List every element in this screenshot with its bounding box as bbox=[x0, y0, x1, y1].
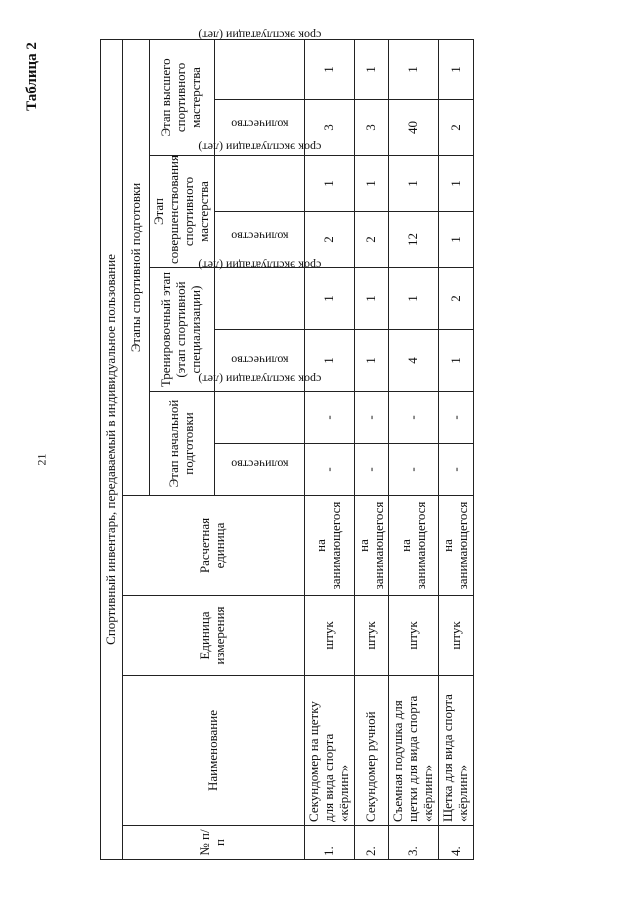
stage-header: Этап совершенствования спортивного мастерства bbox=[150, 156, 215, 268]
equipment-table bbox=[100, 28, 474, 860]
row-value: 1 bbox=[439, 212, 474, 268]
row-value: 2 bbox=[354, 212, 389, 268]
row-value: 1 bbox=[304, 156, 354, 212]
row-num: 1. bbox=[304, 826, 354, 860]
row-calc: на занимающегося bbox=[439, 496, 474, 596]
sub-term bbox=[198, 372, 322, 444]
header-name: Наименование bbox=[123, 676, 305, 826]
row-value: 1 bbox=[439, 156, 474, 212]
rotated-table-wrapper bbox=[100, 28, 480, 860]
sub-term bbox=[198, 140, 322, 212]
row-num: 2. bbox=[354, 826, 389, 860]
sub-qty-label: количество bbox=[231, 457, 289, 472]
sub-term-label: срок эксплуатации (лет) bbox=[198, 28, 322, 43]
row-value: 1 bbox=[439, 39, 474, 99]
row-unit: штук bbox=[354, 596, 389, 676]
row-value: 4 bbox=[389, 330, 439, 392]
row-value: 1 bbox=[354, 268, 389, 330]
sub-term-label: срок эксплуатации (лет) bbox=[198, 140, 322, 155]
row-unit: штук bbox=[389, 596, 439, 676]
table-row bbox=[354, 39, 389, 859]
page-number: 21 bbox=[34, 453, 49, 466]
row-value: 3 bbox=[354, 100, 389, 156]
row-value: - bbox=[354, 392, 389, 444]
row-value: 1 bbox=[389, 268, 439, 330]
sub-term bbox=[198, 258, 322, 330]
row-value: - bbox=[304, 392, 354, 444]
group-title: Спортивный инвентарь, передаваемый в индивидуальное пользование bbox=[101, 39, 123, 859]
stage-header: Тренировочный этап (этап спортивной специализации) bbox=[150, 268, 215, 392]
row-calc: на занимающегося bbox=[304, 496, 354, 596]
row-value: - bbox=[439, 444, 474, 496]
row-value: 1 bbox=[389, 39, 439, 99]
row-unit: штук bbox=[304, 596, 354, 676]
sub-term bbox=[198, 28, 322, 99]
row-value: 1 bbox=[439, 330, 474, 392]
table-row bbox=[389, 39, 439, 859]
table-caption: Таблица 2 bbox=[23, 42, 40, 111]
row-value: - bbox=[439, 392, 474, 444]
row-value: 2 bbox=[304, 212, 354, 268]
row-calc: на занимающегося bbox=[354, 496, 389, 596]
row-value: 3 bbox=[304, 100, 354, 156]
row-value: 1 bbox=[304, 330, 354, 392]
row-value: 1 bbox=[389, 156, 439, 212]
sub-qty bbox=[214, 444, 304, 496]
row-value: 40 bbox=[389, 100, 439, 156]
row-value: - bbox=[389, 444, 439, 496]
row-unit: штук bbox=[439, 596, 474, 676]
sub-term-label: срок эксплуатации (лет) bbox=[198, 372, 322, 387]
header-calc-unit: Расчетная единица bbox=[123, 496, 305, 596]
row-name: Щетка для вида спорта «кёрлинг» bbox=[439, 676, 474, 826]
row-value: 12 bbox=[389, 212, 439, 268]
row-value: 2 bbox=[439, 100, 474, 156]
row-calc: на занимающегося bbox=[389, 496, 439, 596]
row-value: 1 bbox=[304, 268, 354, 330]
row-num: 4. bbox=[439, 826, 474, 860]
row-value: - bbox=[389, 392, 439, 444]
stage-header: Этап начальной подготовки bbox=[150, 392, 215, 496]
row-value: - bbox=[304, 444, 354, 496]
row-value: 1 bbox=[354, 156, 389, 212]
sub-qty-label: количество bbox=[231, 353, 289, 368]
row-value: 1 bbox=[354, 330, 389, 392]
row-name: Съемная подушка для щетки для вида спорта «кёрлинг» bbox=[389, 676, 439, 826]
header-unit: Единица измерения bbox=[123, 596, 305, 676]
header-num: № п/п bbox=[123, 826, 305, 860]
table-row bbox=[304, 39, 354, 859]
stage-header: Этап высшего спортивного мастерства bbox=[150, 39, 215, 155]
table-body bbox=[304, 39, 473, 859]
row-value: - bbox=[354, 444, 389, 496]
row-num: 3. bbox=[389, 826, 439, 860]
row-name: Секундомер на щетку для вида спорта «кёрлинг» bbox=[304, 676, 354, 826]
sub-term-label: срок эксплуатации (лет) bbox=[198, 258, 322, 273]
stages-title: Этапы спортивной подготовки bbox=[123, 39, 150, 495]
row-value: 1 bbox=[304, 39, 354, 99]
sub-qty-label: количество bbox=[231, 117, 289, 132]
table-row bbox=[439, 39, 474, 859]
sub-qty-label: количество bbox=[231, 229, 289, 244]
row-value: 2 bbox=[439, 268, 474, 330]
row-name: Секундомер ручной bbox=[354, 676, 389, 826]
row-value: 1 bbox=[354, 39, 389, 99]
